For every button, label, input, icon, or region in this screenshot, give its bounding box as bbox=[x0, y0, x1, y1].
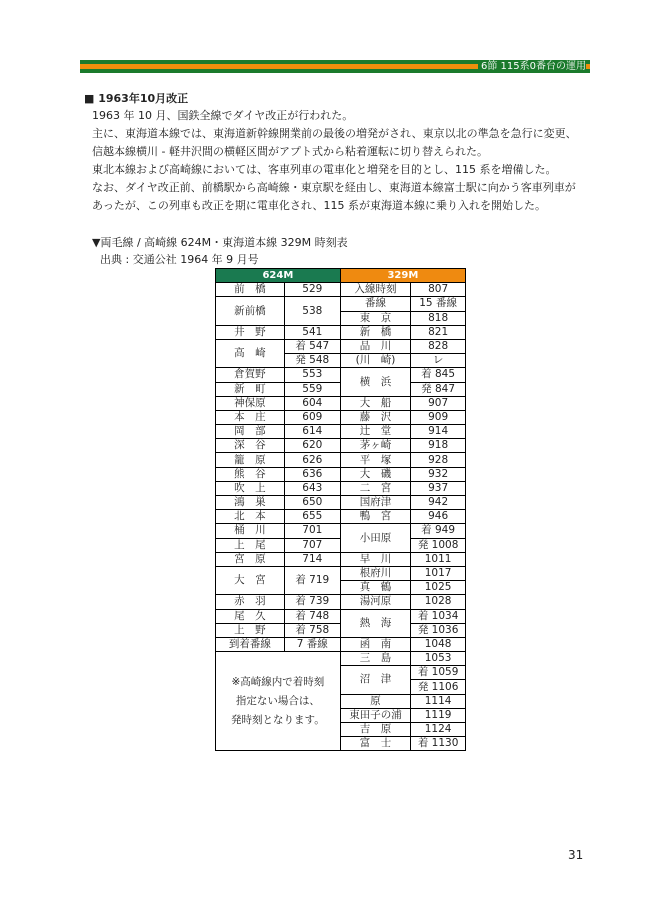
time-624m: 541 bbox=[284, 325, 340, 339]
time-329m: 937 bbox=[411, 481, 466, 495]
time-624m: 7 番線 bbox=[284, 637, 340, 651]
table-row bbox=[216, 566, 466, 580]
station-329m: 富 士 bbox=[340, 737, 410, 751]
time-624m: 529 bbox=[284, 283, 340, 297]
time-329m: 807 bbox=[411, 283, 466, 297]
section-heading: ■ 1963年10月改正 bbox=[84, 92, 189, 105]
station-624m: 尾 久 bbox=[216, 609, 285, 623]
station-329m: 品 川 bbox=[340, 339, 410, 353]
time-624m: 553 bbox=[284, 368, 340, 382]
station-329m: 茅ヶ崎 bbox=[340, 439, 410, 453]
table-row bbox=[216, 410, 466, 424]
page-number: 31 bbox=[568, 848, 584, 862]
time-329m: 828 bbox=[411, 339, 466, 353]
time-329m: 着 1034 bbox=[411, 609, 466, 623]
time-329m: 1048 bbox=[411, 637, 466, 651]
station-624m: 大 宮 bbox=[216, 566, 285, 594]
section-header-bar bbox=[80, 60, 590, 73]
station-329m: 函 南 bbox=[340, 637, 410, 651]
station-329m: 根府川 bbox=[340, 566, 410, 580]
station-329m: 真 鶴 bbox=[340, 581, 410, 595]
table-row bbox=[216, 439, 466, 453]
time-329m: 着 949 bbox=[411, 524, 466, 538]
timetable-header-row bbox=[216, 269, 466, 283]
station-329m: 熱 海 bbox=[340, 609, 410, 637]
time-329m: 821 bbox=[411, 325, 466, 339]
note-line: 指定ない場合は、 bbox=[235, 694, 320, 707]
paragraph-line: 主に、東海道本線では、東海道新幹線開業前の最後の増発がされ、東京以北の準急を急行に変更、 bbox=[92, 127, 577, 140]
header-329m: 329M bbox=[340, 269, 465, 283]
time-329m: 1017 bbox=[411, 566, 466, 580]
time-624m: 着 547 bbox=[284, 339, 340, 353]
station-624m: 新 町 bbox=[216, 382, 285, 396]
station-329m: 大 磯 bbox=[340, 467, 410, 481]
time-624m: 着 739 bbox=[284, 595, 340, 609]
paragraph-line: 東北本線および高崎線においては、客車列車の電車化と増発を目的とし、115 系を増備した。 bbox=[92, 163, 557, 176]
table-row bbox=[216, 339, 466, 353]
time-624m: 707 bbox=[284, 538, 340, 552]
time-329m: 818 bbox=[411, 311, 466, 325]
station-329m: 東田子の浦 bbox=[340, 708, 410, 722]
station-624m: 赤 羽 bbox=[216, 595, 285, 609]
time-329m: 15 番線 bbox=[411, 297, 466, 311]
station-329m: 新 橋 bbox=[340, 325, 410, 339]
time-329m: 発 847 bbox=[411, 382, 466, 396]
table-row bbox=[216, 481, 466, 495]
station-624m: 桶 川 bbox=[216, 524, 285, 538]
station-624m: 熊 谷 bbox=[216, 467, 285, 481]
time-624m: 559 bbox=[284, 382, 340, 396]
station-624m: 吹 上 bbox=[216, 481, 285, 495]
table-row bbox=[216, 368, 466, 382]
time-329m: 発 1008 bbox=[411, 538, 466, 552]
table-row bbox=[216, 510, 466, 524]
table-row bbox=[216, 595, 466, 609]
time-624m: 650 bbox=[284, 496, 340, 510]
table-row bbox=[216, 524, 466, 538]
station-329m: 平 塚 bbox=[340, 453, 410, 467]
time-329m: 1028 bbox=[411, 595, 466, 609]
time-624m: 626 bbox=[284, 453, 340, 467]
time-329m: 1119 bbox=[411, 708, 466, 722]
time-624m: 発 548 bbox=[284, 354, 340, 368]
time-329m: 928 bbox=[411, 453, 466, 467]
time-329m: 918 bbox=[411, 439, 466, 453]
station-624m: 高 崎 bbox=[216, 339, 285, 367]
time-624m: 609 bbox=[284, 410, 340, 424]
station-329m: 沼 津 bbox=[340, 666, 410, 694]
station-624m: 井 野 bbox=[216, 325, 285, 339]
time-329m: レ bbox=[411, 354, 466, 368]
table-source: 出典 : 交通公社 1964 年 9 月号 bbox=[100, 253, 259, 266]
paragraph-line: なお、ダイヤ改正前、前橋駅から高崎線・東京駅を経由し、東海道本線富士駅に向かう客車列車が bbox=[92, 181, 576, 194]
station-329m: 二 宮 bbox=[340, 481, 410, 495]
station-624m: 籠 原 bbox=[216, 453, 285, 467]
table-caption: ▼両毛線 / 高崎線 624M・東海道本線 329M 時刻表 bbox=[92, 236, 348, 249]
station-624m: 深 谷 bbox=[216, 439, 285, 453]
station-329m: 小田原 bbox=[340, 524, 410, 552]
station-329m: 番線 bbox=[340, 297, 410, 311]
timetable bbox=[215, 268, 466, 751]
table-row bbox=[216, 609, 466, 623]
time-624m: 着 758 bbox=[284, 623, 340, 637]
station-329m: 早 川 bbox=[340, 552, 410, 566]
time-624m: 着 719 bbox=[284, 566, 340, 594]
station-624m: 神保原 bbox=[216, 396, 285, 410]
station-624m: 宮 原 bbox=[216, 552, 285, 566]
station-624m: 上 野 bbox=[216, 623, 285, 637]
station-624m: 鴻 巣 bbox=[216, 496, 285, 510]
time-624m: 655 bbox=[284, 510, 340, 524]
time-329m: 907 bbox=[411, 396, 466, 410]
paragraph-line: あったが、この列車も改正を期に電車化され、115 系が東海道本線に乗り入れを開始した。 bbox=[92, 199, 547, 212]
time-624m: 643 bbox=[284, 481, 340, 495]
table-row bbox=[216, 552, 466, 566]
time-624m: 636 bbox=[284, 467, 340, 481]
timetable-note bbox=[216, 652, 341, 751]
station-624m: 上 尾 bbox=[216, 538, 285, 552]
station-624m: 前 橋 bbox=[216, 283, 285, 297]
table-row bbox=[216, 652, 466, 666]
station-329m: 大 船 bbox=[340, 396, 410, 410]
time-329m: 1124 bbox=[411, 723, 466, 737]
table-row bbox=[216, 637, 466, 651]
time-329m: 1011 bbox=[411, 552, 466, 566]
station-329m: 吉 原 bbox=[340, 723, 410, 737]
paragraph-line: 1963 年 10 月、国鉄全線でダイヤ改正が行われた。 bbox=[92, 109, 354, 122]
station-624m: 岡 部 bbox=[216, 425, 285, 439]
table-row bbox=[216, 297, 466, 311]
time-329m: 1114 bbox=[411, 694, 466, 708]
station-329m: 三 島 bbox=[340, 652, 410, 666]
time-329m: 1053 bbox=[411, 652, 466, 666]
time-624m: 604 bbox=[284, 396, 340, 410]
station-329m: 湯河原 bbox=[340, 595, 410, 609]
station-624m: 新前橋 bbox=[216, 297, 285, 325]
table-row bbox=[216, 325, 466, 339]
table-row bbox=[216, 453, 466, 467]
station-329m: 辻 堂 bbox=[340, 425, 410, 439]
station-329m: (川 崎) bbox=[340, 354, 410, 368]
time-624m: 714 bbox=[284, 552, 340, 566]
time-329m: 発 1036 bbox=[411, 623, 466, 637]
time-329m: 発 1106 bbox=[411, 680, 466, 694]
header-624m: 624M bbox=[216, 269, 341, 283]
note-line: 発時刻となります。 bbox=[231, 713, 325, 726]
station-329m: 鴨 宮 bbox=[340, 510, 410, 524]
table-row bbox=[216, 467, 466, 481]
station-329m: 原 bbox=[340, 694, 410, 708]
section-title: 6節 115系0番台の運用 bbox=[478, 60, 586, 73]
table-row bbox=[216, 425, 466, 439]
station-329m: 東 京 bbox=[340, 311, 410, 325]
time-329m: 着 1059 bbox=[411, 666, 466, 680]
time-624m: 614 bbox=[284, 425, 340, 439]
station-624m: 本 庄 bbox=[216, 410, 285, 424]
table-row bbox=[216, 283, 466, 297]
station-624m: 倉賀野 bbox=[216, 368, 285, 382]
paragraph-line: 信越本線横川 - 軽井沢間の横軽区間がアプト式から粘着運転に切り替えられた。 bbox=[92, 145, 488, 158]
table-row bbox=[216, 496, 466, 510]
body-paragraph bbox=[92, 107, 577, 215]
time-329m: 942 bbox=[411, 496, 466, 510]
station-329m: 藤 沢 bbox=[340, 410, 410, 424]
station-329m: 国府津 bbox=[340, 496, 410, 510]
note-line: ※高崎線内で着時刻 bbox=[231, 675, 325, 688]
time-329m: 着 1130 bbox=[411, 737, 466, 751]
station-624m: 到着番線 bbox=[216, 637, 285, 651]
station-329m: 入線時刻 bbox=[340, 283, 410, 297]
time-624m: 538 bbox=[284, 297, 340, 325]
time-329m: 914 bbox=[411, 425, 466, 439]
time-329m: 909 bbox=[411, 410, 466, 424]
time-329m: 946 bbox=[411, 510, 466, 524]
table-row bbox=[216, 396, 466, 410]
time-624m: 701 bbox=[284, 524, 340, 538]
time-329m: 932 bbox=[411, 467, 466, 481]
time-624m: 620 bbox=[284, 439, 340, 453]
station-624m: 北 本 bbox=[216, 510, 285, 524]
time-329m: 1025 bbox=[411, 581, 466, 595]
time-329m: 着 845 bbox=[411, 368, 466, 382]
station-329m: 横 浜 bbox=[340, 368, 410, 396]
time-624m: 着 748 bbox=[284, 609, 340, 623]
